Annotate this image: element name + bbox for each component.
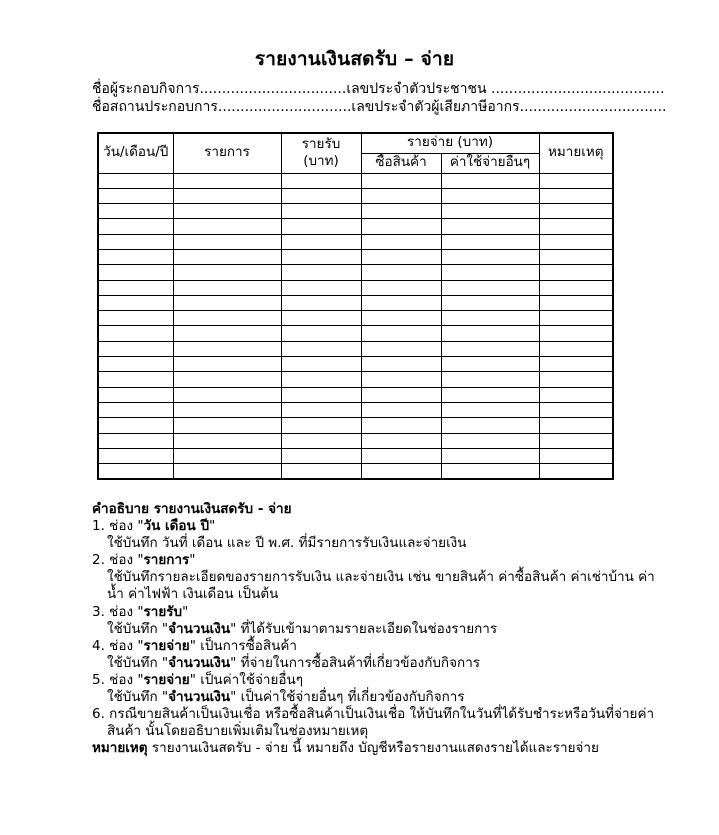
table-cell [361, 418, 441, 433]
explanation-text: " [209, 518, 216, 535]
table-cell [173, 433, 281, 448]
table-cell [441, 448, 539, 463]
col-header-date: วัน/เดือน/ปี [98, 133, 173, 173]
col-header-remarks: หมายเหตุ [539, 133, 613, 173]
table-cell [281, 295, 361, 310]
table-cell [539, 433, 613, 448]
table-cell [441, 402, 539, 417]
table-cell [98, 418, 173, 433]
explanation-text: 4. ช่อง " [92, 637, 144, 654]
table-cell [539, 418, 613, 433]
explanation-text: " [182, 603, 189, 620]
table-cell [173, 464, 281, 479]
table-cell [98, 341, 173, 356]
table-row [98, 234, 613, 249]
table-cell [98, 204, 173, 219]
table-cell [361, 204, 441, 219]
table-cell [361, 173, 441, 188]
table-cell [98, 311, 173, 326]
explanation-line [92, 706, 655, 723]
table-cell [98, 433, 173, 448]
table-cell [539, 173, 613, 188]
table-cell [173, 387, 281, 402]
table-cell [281, 204, 361, 219]
table-cell [98, 448, 173, 463]
table-cell [361, 464, 441, 479]
table-row [98, 341, 613, 356]
table-cell [361, 265, 441, 280]
table-cell [98, 265, 173, 280]
table-cell [361, 341, 441, 356]
table-cell [281, 234, 361, 249]
table-cell [539, 464, 613, 479]
explanation-text-bold: รายการ [143, 552, 190, 569]
table-cell [173, 295, 281, 310]
col-header-description: รายการ [173, 133, 281, 173]
table-row [98, 280, 613, 295]
table-cell [539, 387, 613, 402]
table-body [98, 173, 613, 479]
table-cell [281, 173, 361, 188]
table-row [98, 418, 613, 433]
field-establishment-and-tax-id: ชื่อสถานประกอบการ..............................เลขประจำตัวผู้เสียภาษีอากร................................. [92, 98, 667, 115]
table-cell [281, 341, 361, 356]
table-cell [539, 326, 613, 341]
explanation-line [92, 535, 632, 552]
explanation-text: " ที่จ่ายในการซื้อสินค้าที่เกี่ยวข้องกับกิจการ [230, 654, 481, 671]
explanation-text-bold: จำนวนเงิน [168, 654, 231, 671]
explanation-line [92, 655, 632, 672]
explanation-text: ใช้บันทึก วันที่ เดือน และ ปี พ.ศ. ที่มีรายการรับเงินและจ่ายเงิน [107, 535, 467, 552]
table-cell [441, 249, 539, 264]
table-cell [173, 311, 281, 326]
table-cell [281, 311, 361, 326]
table-cell [361, 372, 441, 387]
explanation-text: " เป็นค่าใช้จ่ายอื่นๆ ที่เกี่ยวข้องกับกิจการ [230, 689, 465, 706]
col-header-receipts [281, 133, 361, 173]
table-cell [173, 265, 281, 280]
table-cell [539, 219, 613, 234]
table-cell [281, 402, 361, 417]
explanation-text-bold: รายจ่าย [143, 637, 190, 654]
table-cell [281, 219, 361, 234]
table-cell [173, 234, 281, 249]
table-cell [441, 341, 539, 356]
table-cell [173, 402, 281, 417]
col-header-receipts-unit: (บาท) [303, 153, 339, 170]
table-cell [173, 204, 281, 219]
explanation-text: ใช้บันทึก " [107, 654, 169, 671]
table-row [98, 402, 613, 417]
table-row [98, 204, 613, 219]
page-title: รายงานเงินสดรับ – จ่าย [254, 48, 455, 70]
table-cell [441, 219, 539, 234]
table-cell [441, 372, 539, 387]
explanation-text-bold: รายจ่าย [143, 671, 190, 688]
explanation-line [92, 586, 632, 603]
header-fields [92, 81, 667, 116]
table-cell [441, 387, 539, 402]
table-cell [441, 357, 539, 372]
explanation-text: " [189, 552, 196, 569]
table-cell [441, 280, 539, 295]
explanation-line [92, 604, 632, 621]
explanation-line [92, 552, 632, 569]
explanation-lines [92, 518, 655, 757]
col-header-payments-group: รายจ่าย (บาท) [361, 133, 539, 153]
table-cell [281, 280, 361, 295]
explanation-text: " ที่ได้รับเข้ามาตามรายละเอียดในช่องรายการ [230, 620, 498, 637]
explanation-line [92, 621, 632, 638]
table-header-row-1 [98, 133, 613, 153]
table-row [98, 448, 613, 463]
table-cell [441, 433, 539, 448]
table-row [98, 219, 613, 234]
table-cell [98, 234, 173, 249]
table-cell [361, 433, 441, 448]
table-cell [173, 326, 281, 341]
col-header-other-expenses: ค่าใช้จ่ายอื่นๆ [441, 153, 539, 173]
table-cell [173, 357, 281, 372]
table-cell [98, 357, 173, 372]
table-cell [173, 249, 281, 264]
table-cell [441, 326, 539, 341]
explanation-section [92, 501, 655, 757]
table-cell [281, 265, 361, 280]
table-cell [361, 357, 441, 372]
table-cell [539, 249, 613, 264]
table-cell [98, 372, 173, 387]
col-header-purchase: ซื้อสินค้า [361, 153, 441, 173]
table-row [98, 295, 613, 310]
table-cell [98, 387, 173, 402]
table-cell [539, 357, 613, 372]
table-cell [441, 265, 539, 280]
table-cell [281, 357, 361, 372]
table-cell [539, 295, 613, 310]
explanation-text: " เป็นการซื้อสินค้า [189, 637, 297, 654]
explanation-text-bold: จำนวนเงิน [168, 620, 231, 637]
table-cell [441, 311, 539, 326]
table-cell [281, 249, 361, 264]
table-cell [361, 326, 441, 341]
table-row [98, 326, 613, 341]
table-cell [441, 295, 539, 310]
explanation-text: ใช้บันทึกรายละเอียดของรายการรับเงิน และจ่ายเงิน เช่น ขายสินค้า ค่าซื้อสินค้า ค่าเช่าบ้าน ค่า [107, 569, 655, 586]
explanation-text: รายงานเงินสดรับ - จ่าย นี้ หมายถึง บัญชีหรือรายงานแสดงรายได้และรายจ่าย [147, 740, 599, 757]
field-business-owner-and-citizen-id: ชื่อผู้ระกอบกิจการ.................................เลขประจำตัวประชาชน ....................................... [92, 81, 665, 97]
table-cell [98, 280, 173, 295]
table-cell [98, 219, 173, 234]
table-cell [361, 188, 441, 203]
table-row [98, 188, 613, 203]
table-cell [98, 402, 173, 417]
table-cell [173, 219, 281, 234]
explanation-text: สินค้า นั้นโดยอธิบายเพิ่มเติมในช่องหมายเหตุ [107, 723, 369, 740]
table-cell [441, 204, 539, 219]
table-cell [173, 188, 281, 203]
table-cell [539, 402, 613, 417]
table-cell [539, 188, 613, 203]
table-cell [361, 402, 441, 417]
table-cell [281, 448, 361, 463]
explanation-line [92, 740, 632, 757]
table-row [98, 387, 613, 402]
table-cell [281, 387, 361, 402]
table-cell [539, 234, 613, 249]
table-cell [361, 311, 441, 326]
table-cell [361, 387, 441, 402]
table-cell [281, 433, 361, 448]
table-cell [98, 249, 173, 264]
explanation-line [92, 689, 632, 706]
table-cell [539, 204, 613, 219]
explanation-line [92, 518, 632, 535]
table-cell [361, 234, 441, 249]
explanation-line [92, 638, 632, 655]
table-cell [361, 448, 441, 463]
table-cell [98, 173, 173, 188]
table-cell [98, 464, 173, 479]
table-cell [441, 188, 539, 203]
table-cell [281, 188, 361, 203]
table-cell [539, 311, 613, 326]
table-cell [441, 173, 539, 188]
table-cell [281, 326, 361, 341]
table-row [98, 464, 613, 479]
cash-report-table [97, 132, 614, 480]
table-cell [98, 326, 173, 341]
explanation-text: 1. ช่อง " [92, 518, 144, 535]
table-cell [98, 188, 173, 203]
table-cell [361, 219, 441, 234]
table-cell [173, 418, 281, 433]
table-row [98, 265, 613, 280]
explanation-text: 3. ช่อง " [92, 603, 144, 620]
explanation-text: ใช้บันทึก " [107, 689, 169, 706]
col-header-receipts-label: รายรับ [301, 136, 341, 153]
table-header [98, 133, 613, 173]
explanation-text: 2. ช่อง " [92, 552, 144, 569]
table-row [98, 311, 613, 326]
explanation-text: ใช้บันทึก " [107, 620, 169, 637]
table-cell [281, 464, 361, 479]
table-cell [173, 280, 281, 295]
explanation-text-bold: รายรับ [143, 603, 183, 620]
table-cell [539, 372, 613, 387]
explanation-heading: คำอธิบาย รายงานเงินสดรับ - จ่าย [92, 501, 292, 517]
table-cell [173, 448, 281, 463]
table-row [98, 357, 613, 372]
table-cell [281, 418, 361, 433]
table-cell [539, 341, 613, 356]
table-cell [173, 173, 281, 188]
explanation-text: 5. ช่อง " [92, 671, 144, 688]
explanation-text-bold: หมายเหตุ [92, 740, 148, 757]
table-row [98, 433, 613, 448]
table-cell [441, 418, 539, 433]
explanation-line [92, 569, 655, 586]
table-row [98, 173, 613, 188]
table-cell [539, 265, 613, 280]
table-cell [361, 249, 441, 264]
explanation-line [92, 723, 632, 740]
explanation-text: 6. กรณีขายสินค้าเป็นเงินเชื่อ หรือซื้อสินค้าเป็นเงินเชื่อ ให้บันทึกในวันที่ได้รับชำระหรือวันที่จ่ายค่า [92, 706, 655, 723]
explanation-line [92, 672, 632, 689]
table-row [98, 249, 613, 264]
table-cell [361, 280, 441, 295]
explanation-text-bold: วัน เดือน ปี [143, 518, 210, 535]
table-cell [173, 341, 281, 356]
table-cell [539, 448, 613, 463]
table-cell [98, 295, 173, 310]
table-cell [441, 464, 539, 479]
table-cell [441, 234, 539, 249]
explanation-text: น้ำ ค่าไฟฟ้า เงินเดือน เป็นต้น [107, 586, 279, 603]
table-cell [173, 372, 281, 387]
explanation-text-bold: จำนวนเงิน [168, 689, 231, 706]
table-row [98, 372, 613, 387]
table-cell [361, 295, 441, 310]
table-cell [539, 280, 613, 295]
explanation-text: " เป็นค่าใช้จ่ายอื่นๆ [189, 671, 303, 688]
table-cell [281, 372, 361, 387]
